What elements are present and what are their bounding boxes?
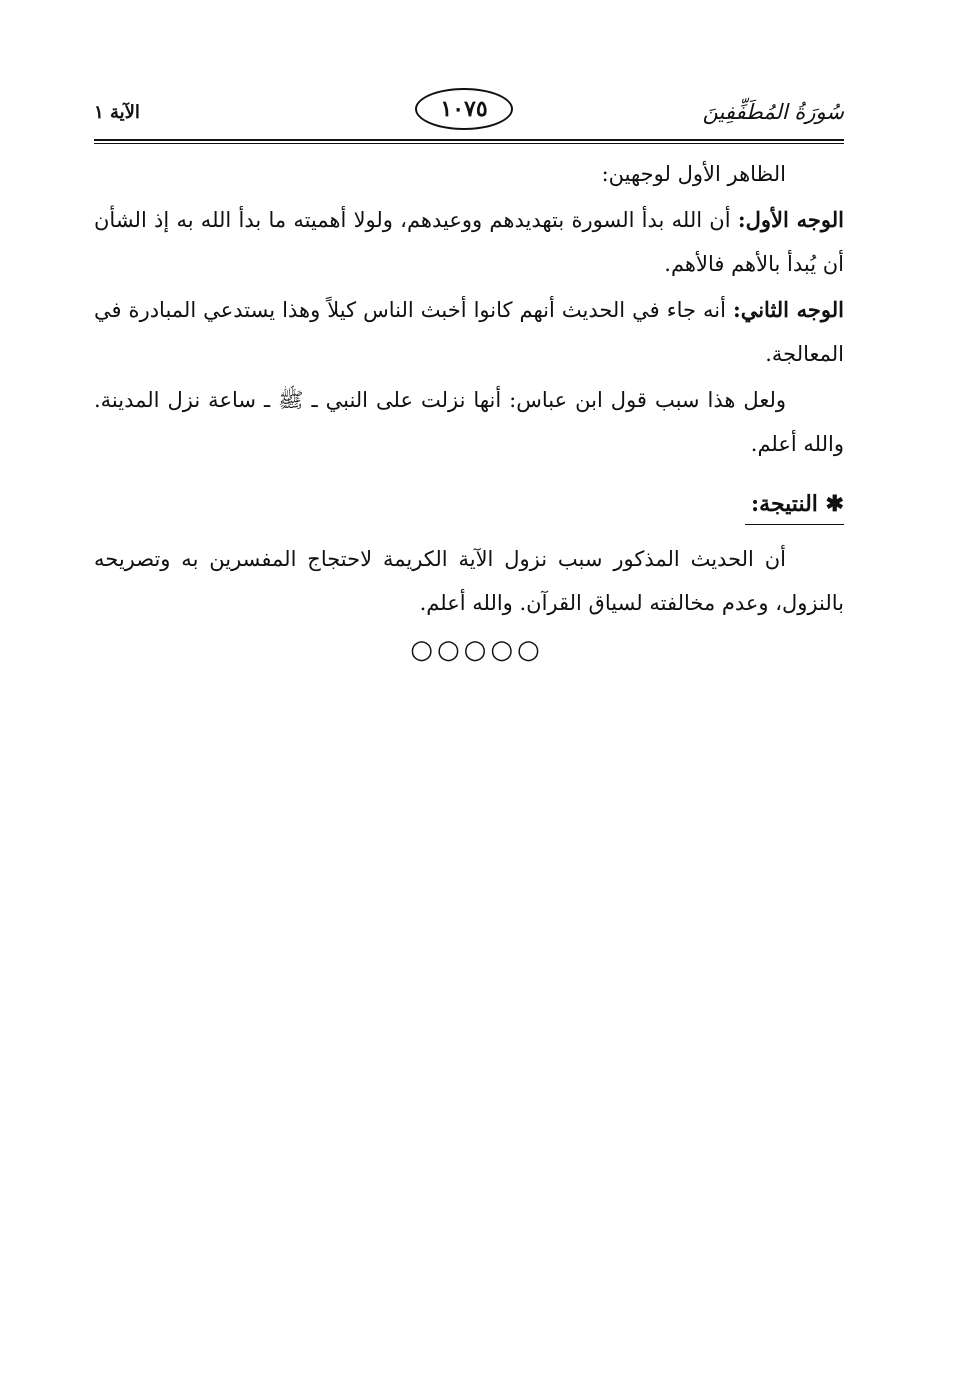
first-reason-text: أن الله بدأ السورة بتهديدهم ووعيدهم، ولولا أهميته ما بدأ الله به إذ الشأن أن يُبدأ بالأهم فالأهم. (94, 208, 844, 276)
second-reason-paragraph (94, 288, 844, 376)
header-divider (94, 139, 844, 144)
intro-paragraph: الظاهر الأول لوجهين: (601, 162, 786, 186)
ayah-label: الآية ١ (94, 102, 140, 123)
ibn-abbas-paragraph: ولعل هذا سبب قول ابن عباس: أنها نزلت على النبي ـ ﷺ ـ ساعة نزل المدينة. والله أعلم. (94, 388, 844, 456)
second-reason-label: الوجه الثاني: (732, 297, 844, 322)
first-reason-paragraph (94, 198, 844, 286)
second-reason-text: أنه جاء في الحديث أنهم كانوا أخبث الناس كيلاً وهذا يستدعي المبادرة في المعالجة. (94, 298, 844, 366)
result-paragraph: أن الحديث المذكور سبب نزول الآية الكريمة لاحتجاج المفسرين به وتصريحه بالنزول، وعدم مخالفته لسياق القرآن. والله أعلم. (94, 547, 844, 615)
result-heading-wrap (94, 468, 844, 537)
section-separator: ○○○○○ (410, 635, 544, 665)
result-heading: ✱ النتيجة: (745, 484, 844, 525)
main-text (94, 152, 844, 627)
page-number: ١٠٧٥ (415, 88, 513, 130)
first-reason-label: الوجه الأول: (737, 207, 844, 232)
page-header (94, 84, 844, 138)
surah-title: سُورَةُ المُطَفِّفِينَ (702, 100, 844, 124)
